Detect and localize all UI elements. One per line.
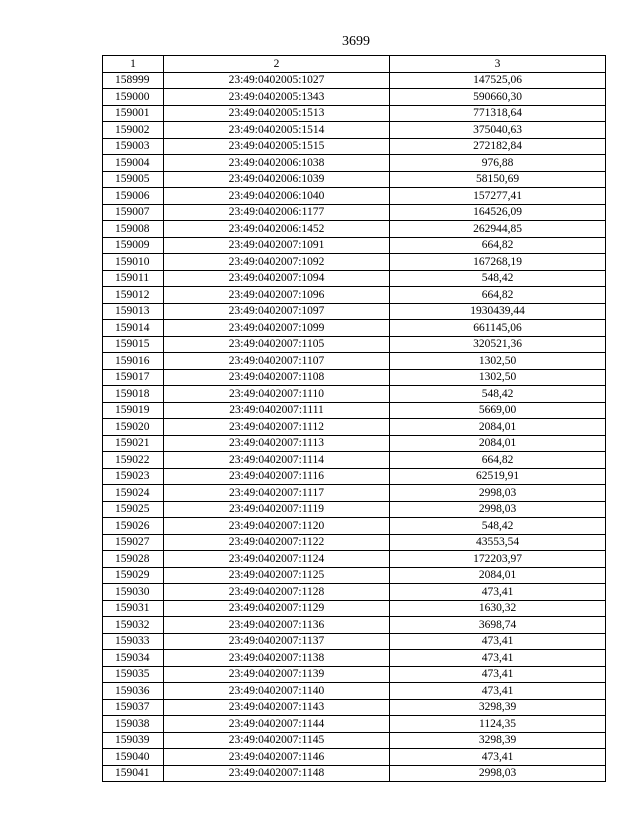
value-cell: 2998,03 — [390, 485, 606, 502]
value-cell: 771318,64 — [390, 105, 606, 122]
table-row — [103, 617, 606, 634]
table-row — [103, 567, 606, 584]
cadastral-number-cell: 23:49:0402007:1119 — [164, 501, 390, 518]
row-number-cell: 159005 — [103, 171, 164, 188]
page-number: 3699 — [342, 34, 370, 49]
table-row — [103, 501, 606, 518]
table-row — [103, 435, 606, 452]
cadastral-number-cell: 23:49:0402007:1125 — [164, 567, 390, 584]
value-cell: 62519,91 — [390, 468, 606, 485]
value-cell: 1630,32 — [390, 600, 606, 617]
table-row — [103, 287, 606, 304]
table-row — [103, 105, 606, 122]
cadastral-number-cell: 23:49:0402005:1513 — [164, 105, 390, 122]
table-row — [103, 419, 606, 436]
cadastral-number-cell: 23:49:0402007:1140 — [164, 683, 390, 700]
value-cell: 167268,19 — [390, 254, 606, 271]
cadastral-number-cell: 23:49:0402007:1108 — [164, 369, 390, 386]
cadastral-number-cell: 23:49:0402007:1112 — [164, 419, 390, 436]
cadastral-number-cell: 23:49:0402007:1113 — [164, 435, 390, 452]
cadastral-number-cell: 23:49:0402007:1122 — [164, 534, 390, 551]
table-row — [103, 633, 606, 650]
row-number-cell: 159018 — [103, 386, 164, 403]
cadastral-number-cell: 23:49:0402006:1038 — [164, 155, 390, 172]
table-row — [103, 204, 606, 221]
cadastral-number-cell: 23:49:0402007:1129 — [164, 600, 390, 617]
row-number-cell: 159030 — [103, 584, 164, 601]
cadastral-number-cell: 23:49:0402007:1145 — [164, 732, 390, 749]
row-number-cell: 159007 — [103, 204, 164, 221]
table-row — [103, 155, 606, 172]
value-cell: 2998,03 — [390, 765, 606, 782]
value-cell: 664,82 — [390, 237, 606, 254]
value-cell: 590660,30 — [390, 89, 606, 106]
value-cell: 473,41 — [390, 584, 606, 601]
table-row — [103, 320, 606, 337]
value-cell: 3698,74 — [390, 617, 606, 634]
cadastral-number-cell: 23:49:0402007:1120 — [164, 518, 390, 535]
value-cell: 2084,01 — [390, 567, 606, 584]
value-cell: 1302,50 — [390, 369, 606, 386]
cadastral-number-cell: 23:49:0402007:1128 — [164, 584, 390, 601]
row-number-cell: 159011 — [103, 270, 164, 287]
table-row — [103, 485, 606, 502]
row-number-cell: 159039 — [103, 732, 164, 749]
value-cell: 664,82 — [390, 452, 606, 469]
table-row — [103, 270, 606, 287]
row-number-cell: 159017 — [103, 369, 164, 386]
row-number-cell: 159037 — [103, 699, 164, 716]
value-cell: 548,42 — [390, 270, 606, 287]
row-number-cell: 159012 — [103, 287, 164, 304]
row-number-cell: 159031 — [103, 600, 164, 617]
value-cell: 147525,06 — [390, 72, 606, 89]
table-row — [103, 551, 606, 568]
row-number-cell: 159033 — [103, 633, 164, 650]
row-number-cell: 159023 — [103, 468, 164, 485]
cadastral-number-cell: 23:49:0402007:1097 — [164, 303, 390, 320]
row-number-cell: 159006 — [103, 188, 164, 205]
column-header-2: 2 — [164, 56, 390, 73]
row-number-cell: 159027 — [103, 534, 164, 551]
cadastral-number-cell: 23:49:0402007:1144 — [164, 716, 390, 733]
row-number-cell: 159026 — [103, 518, 164, 535]
table-row — [103, 369, 606, 386]
cadastral-number-cell: 23:49:0402007:1110 — [164, 386, 390, 403]
value-cell: 2084,01 — [390, 435, 606, 452]
cadastral-number-cell: 23:49:0402005:1514 — [164, 122, 390, 139]
row-number-cell: 159010 — [103, 254, 164, 271]
row-number-cell: 159008 — [103, 221, 164, 238]
value-cell: 2084,01 — [390, 419, 606, 436]
row-number-cell: 159000 — [103, 89, 164, 106]
row-number-cell: 159002 — [103, 122, 164, 139]
cadastral-number-cell: 23:49:0402007:1148 — [164, 765, 390, 782]
row-number-cell: 158999 — [103, 72, 164, 89]
cadastral-number-cell: 23:49:0402005:1515 — [164, 138, 390, 155]
table-row — [103, 683, 606, 700]
cadastral-number-cell: 23:49:0402007:1136 — [164, 617, 390, 634]
cadastral-number-cell: 23:49:0402005:1343 — [164, 89, 390, 106]
cadastral-number-cell: 23:49:0402007:1091 — [164, 237, 390, 254]
value-cell: 3298,39 — [390, 699, 606, 716]
row-number-cell: 159021 — [103, 435, 164, 452]
value-cell: 375040,63 — [390, 122, 606, 139]
cadastral-number-cell: 23:49:0402005:1027 — [164, 72, 390, 89]
table-row — [103, 716, 606, 733]
table-row — [103, 237, 606, 254]
row-number-cell: 159022 — [103, 452, 164, 469]
table-row — [103, 402, 606, 419]
table-row — [103, 732, 606, 749]
value-cell: 272182,84 — [390, 138, 606, 155]
table-row — [103, 650, 606, 667]
row-number-cell: 159036 — [103, 683, 164, 700]
table-row — [103, 336, 606, 353]
row-number-cell: 159004 — [103, 155, 164, 172]
value-cell: 661145,06 — [390, 320, 606, 337]
row-number-cell: 159016 — [103, 353, 164, 370]
cadastral-number-cell: 23:49:0402007:1107 — [164, 353, 390, 370]
table-row — [103, 584, 606, 601]
row-number-cell: 159003 — [103, 138, 164, 155]
cadastral-number-cell: 23:49:0402007:1092 — [164, 254, 390, 271]
value-cell: 473,41 — [390, 683, 606, 700]
row-number-cell: 159014 — [103, 320, 164, 337]
column-header-3: 3 — [390, 56, 606, 73]
table-row — [103, 171, 606, 188]
row-number-cell: 159009 — [103, 237, 164, 254]
value-cell: 473,41 — [390, 749, 606, 766]
table-row — [103, 254, 606, 271]
value-cell: 262944,85 — [390, 221, 606, 238]
value-cell: 157277,41 — [390, 188, 606, 205]
cadastral-number-cell: 23:49:0402007:1138 — [164, 650, 390, 667]
cadastral-number-cell: 23:49:0402006:1177 — [164, 204, 390, 221]
column-header-1: 1 — [103, 56, 164, 73]
table-row — [103, 89, 606, 106]
table-row — [103, 666, 606, 683]
value-cell: 548,42 — [390, 386, 606, 403]
row-number-cell: 159029 — [103, 567, 164, 584]
cadastral-number-cell: 23:49:0402007:1116 — [164, 468, 390, 485]
table-row — [103, 534, 606, 551]
row-number-cell: 159038 — [103, 716, 164, 733]
value-cell: 1302,50 — [390, 353, 606, 370]
table-row — [103, 138, 606, 155]
row-number-cell: 159001 — [103, 105, 164, 122]
cadastral-number-cell: 23:49:0402007:1105 — [164, 336, 390, 353]
value-cell: 5669,00 — [390, 402, 606, 419]
cadastral-number-cell: 23:49:0402007:1099 — [164, 320, 390, 337]
row-number-cell: 159034 — [103, 650, 164, 667]
value-cell: 1930439,44 — [390, 303, 606, 320]
cadastral-number-cell: 23:49:0402007:1111 — [164, 402, 390, 419]
row-number-cell: 159032 — [103, 617, 164, 634]
header-row — [103, 56, 606, 73]
value-cell: 3298,39 — [390, 732, 606, 749]
row-number-cell: 159040 — [103, 749, 164, 766]
table-row — [103, 386, 606, 403]
table-row — [103, 303, 606, 320]
value-cell: 2998,03 — [390, 501, 606, 518]
value-cell: 473,41 — [390, 666, 606, 683]
cadastral-number-cell: 23:49:0402007:1117 — [164, 485, 390, 502]
value-cell: 473,41 — [390, 650, 606, 667]
cadastral-number-cell: 23:49:0402007:1146 — [164, 749, 390, 766]
cadastral-number-cell: 23:49:0402007:1094 — [164, 270, 390, 287]
row-number-cell: 159028 — [103, 551, 164, 568]
row-number-cell: 159041 — [103, 765, 164, 782]
value-cell: 976,88 — [390, 155, 606, 172]
cadastral-number-cell: 23:49:0402007:1124 — [164, 551, 390, 568]
row-number-cell: 159019 — [103, 402, 164, 419]
table-body — [103, 72, 606, 782]
value-cell: 473,41 — [390, 633, 606, 650]
cadastral-number-cell: 23:49:0402006:1452 — [164, 221, 390, 238]
value-cell: 43553,54 — [390, 534, 606, 551]
row-number-cell: 159025 — [103, 501, 164, 518]
table-row — [103, 699, 606, 716]
table-row — [103, 600, 606, 617]
table-row — [103, 188, 606, 205]
value-cell: 664,82 — [390, 287, 606, 304]
cadastral-number-cell: 23:49:0402006:1040 — [164, 188, 390, 205]
row-number-cell: 159015 — [103, 336, 164, 353]
cadastral-number-cell: 23:49:0402007:1143 — [164, 699, 390, 716]
value-cell: 548,42 — [390, 518, 606, 535]
value-cell: 164526,09 — [390, 204, 606, 221]
table-row — [103, 353, 606, 370]
value-cell: 320521,36 — [390, 336, 606, 353]
row-number-cell: 159035 — [103, 666, 164, 683]
table-row — [103, 518, 606, 535]
cadastral-number-cell: 23:49:0402007:1139 — [164, 666, 390, 683]
value-cell: 58150,69 — [390, 171, 606, 188]
row-number-cell: 159013 — [103, 303, 164, 320]
table-row — [103, 221, 606, 238]
cadastral-number-cell: 23:49:0402007:1137 — [164, 633, 390, 650]
table-header — [103, 56, 606, 73]
table-row — [103, 468, 606, 485]
data-table — [102, 55, 606, 782]
cadastral-number-cell: 23:49:0402006:1039 — [164, 171, 390, 188]
table-row — [103, 452, 606, 469]
cadastral-number-cell: 23:49:0402007:1096 — [164, 287, 390, 304]
row-number-cell: 159020 — [103, 419, 164, 436]
value-cell: 172203,97 — [390, 551, 606, 568]
row-number-cell: 159024 — [103, 485, 164, 502]
cadastral-number-cell: 23:49:0402007:1114 — [164, 452, 390, 469]
table-row — [103, 72, 606, 89]
table-row — [103, 765, 606, 782]
table-row — [103, 122, 606, 139]
table-row — [103, 749, 606, 766]
value-cell: 1124,35 — [390, 716, 606, 733]
